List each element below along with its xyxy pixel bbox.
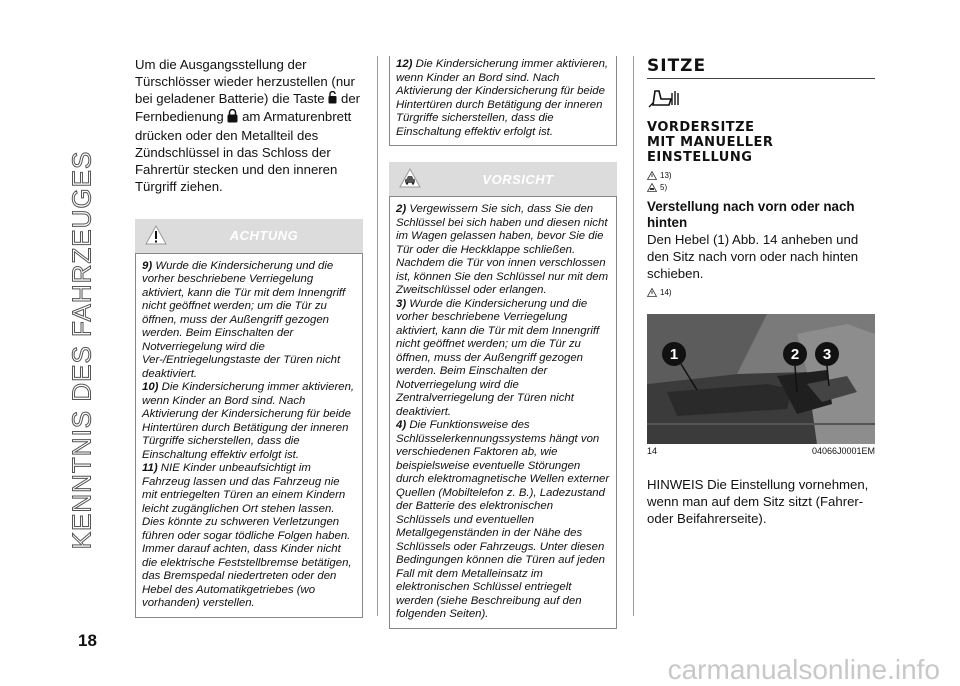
procedure-heading: Verstellung nach vorn oder nach hinten — [647, 199, 855, 230]
reference-warning: 14) — [647, 286, 875, 298]
figure-caption — [647, 446, 875, 456]
column-divider — [633, 56, 634, 616]
warning-item: 11) NIE Kinder unbeaufsichtigt im Fahrzeug lassen und das Fahrzeug nie mit entriegelten Türen an einem Kindern leicht zugänglichen Ort stehen lassen. Dies könnte zu schweren Verletzungen führen oder sogar tödliche Folgen haben. Immer darauf achten, dass Kinder nicht die elektrische Feststellbremse betätigen, das Bremspedal niedertreten oder den Hebel des Automatikgetriebes (wo vorhanden) verstellen. — [142, 462, 352, 610]
warning-triangle-icon — [647, 288, 657, 297]
column-3 — [647, 56, 875, 527]
reference-caution: 5) — [647, 181, 875, 193]
figure-label: 2 — [790, 346, 800, 363]
caution-item: 2) Vergewissern Sie sich, dass Sie den Schlüssel bei sich haben und diesen nicht im Wagen gelassen haben, bevor Sie die Tür oder die Heckklappe schließen. Nachdem die Tür von innen verschlossen ist, können Sie den Schlüssel nur mit dem Zweitschlüssel oder erlangen. — [396, 203, 609, 296]
figure-label: 1 — [669, 346, 679, 363]
column-divider — [377, 56, 378, 616]
lock-closed-icon — [227, 109, 238, 127]
car-caution-icon — [399, 168, 421, 193]
caution-header — [389, 162, 617, 196]
subsection-title: VORDERSITZE MIT MANUELLER EINSTELLUNG — [647, 120, 774, 165]
seat-photo-illustration — [647, 314, 875, 444]
warning-triangle-icon — [145, 225, 167, 250]
warning-triangle-icon — [647, 171, 657, 180]
warning-title: ACHTUNG — [229, 228, 299, 244]
reference-warning: 13) — [647, 169, 875, 181]
figure-code: 04066J0001EM — [811, 446, 875, 456]
seat-adjust-icon — [647, 87, 875, 114]
caution-item: 3) Wurde die Kindersicherung und die vorher beschriebene Verriegelung aktiviert, kann die Tür mit dem Innengriff nicht geöffnet werden; um die Tür zu öffnen, muss der Außengriff gezogen werden. Beim Einschalten der Notverriegelung wird die Zentralverriegelung der Türen nicht deaktiviert. — [396, 297, 600, 418]
seat-figure — [647, 314, 875, 444]
warning-block — [135, 219, 363, 618]
caution-block — [389, 162, 617, 629]
page-number: 18 — [78, 631, 97, 650]
lock-open-icon — [328, 91, 337, 108]
caution-title: VORSICHT — [482, 171, 554, 187]
warning-item: 12) Die Kindersicherung immer aktivieren, wenn Kinder an Bord sind. Nach Aktivierung der Kindersicherung für beide Hintertüren durch Betätigung der inneren Türgriffe sicherstellen, dass die Einschaltung effektiv erfolgt ist. — [396, 58, 609, 138]
column-2 — [389, 56, 617, 629]
note-paragraph: HINWEIS Die Einstellung vornehmen, wenn man auf dem Sitz sitzt (Fahrer- oder Beifahrerseite). — [647, 477, 869, 526]
warning-item: 10) Die Kindersicherung immer aktivieren, wenn Kinder an Bord sind. Nach Aktivierung der Kindersicherung für beide Hintertüren durch Betätigung der inneren Türgriffe sicherstellen, dass die Einschaltung effektiv erfolgt ist. — [142, 381, 355, 461]
warning-header — [135, 219, 363, 253]
procedure-paragraph: Den Hebel (1) Abb. 14 anheben und den Sitz nach vorn oder nach hinten schieben. — [647, 232, 859, 281]
section-title: SITZE — [647, 56, 707, 76]
warning-content — [135, 253, 363, 618]
warning-item: 9) Wurde die Kindersicherung und die vorher beschriebene Verriegelung aktiviert, kann die Tür mit dem Innengriff nicht geöffnet werden; um die Tür zu öffnen, muss der Außengriff gezogen werden. Beim Einschalten der Notverriegelung wird die Ver-/Entriegelungstaste der Türen nicht deaktiviert. — [142, 259, 346, 380]
intro-paragraph: Um die Ausgangsstellung der Türschlösser wieder herzustellen (nur bei geladener Batterie) die Taste der Fernbedienung am Armaturenbrett drücken oder den Metallteil des Zündschlüssel in das Schloss der Fahrertür stecken und den inneren Türgriff ziehen. — [135, 57, 361, 194]
figure-label: 3 — [822, 346, 832, 363]
car-caution-icon — [647, 183, 657, 192]
caution-item: 4) Die Funktionsweise des Schlüsselerkennungssystems hängt von verschiedenen Faktoren ab, wie beispielsweise eventuelle Störungen durch elektromagnetische Wellen externer Quellen (Mobiltelefon z. B.), Ladezustand der Batterie des elektronischen Schlüssels und eventuellen Metallgegenständen in der Nähe des Schlüssels oder Fahrzeugs. Unter diesen Bedingungen können die Türen auf jeden Fall mit dem Metalleinsatz im elektronischen Schlüssel entriegelt werden (siehe Beschreibung auf den folgenden Seiten). — [396, 419, 610, 620]
caution-content — [389, 196, 617, 629]
figure-number: 14 — [647, 446, 658, 456]
watermark: carmanualsonline.info — [667, 654, 940, 685]
warning-continued — [389, 56, 617, 146]
column-1 — [135, 56, 363, 618]
chapter-title: KENNTNIS DES FAHRZEUGES — [66, 150, 97, 550]
